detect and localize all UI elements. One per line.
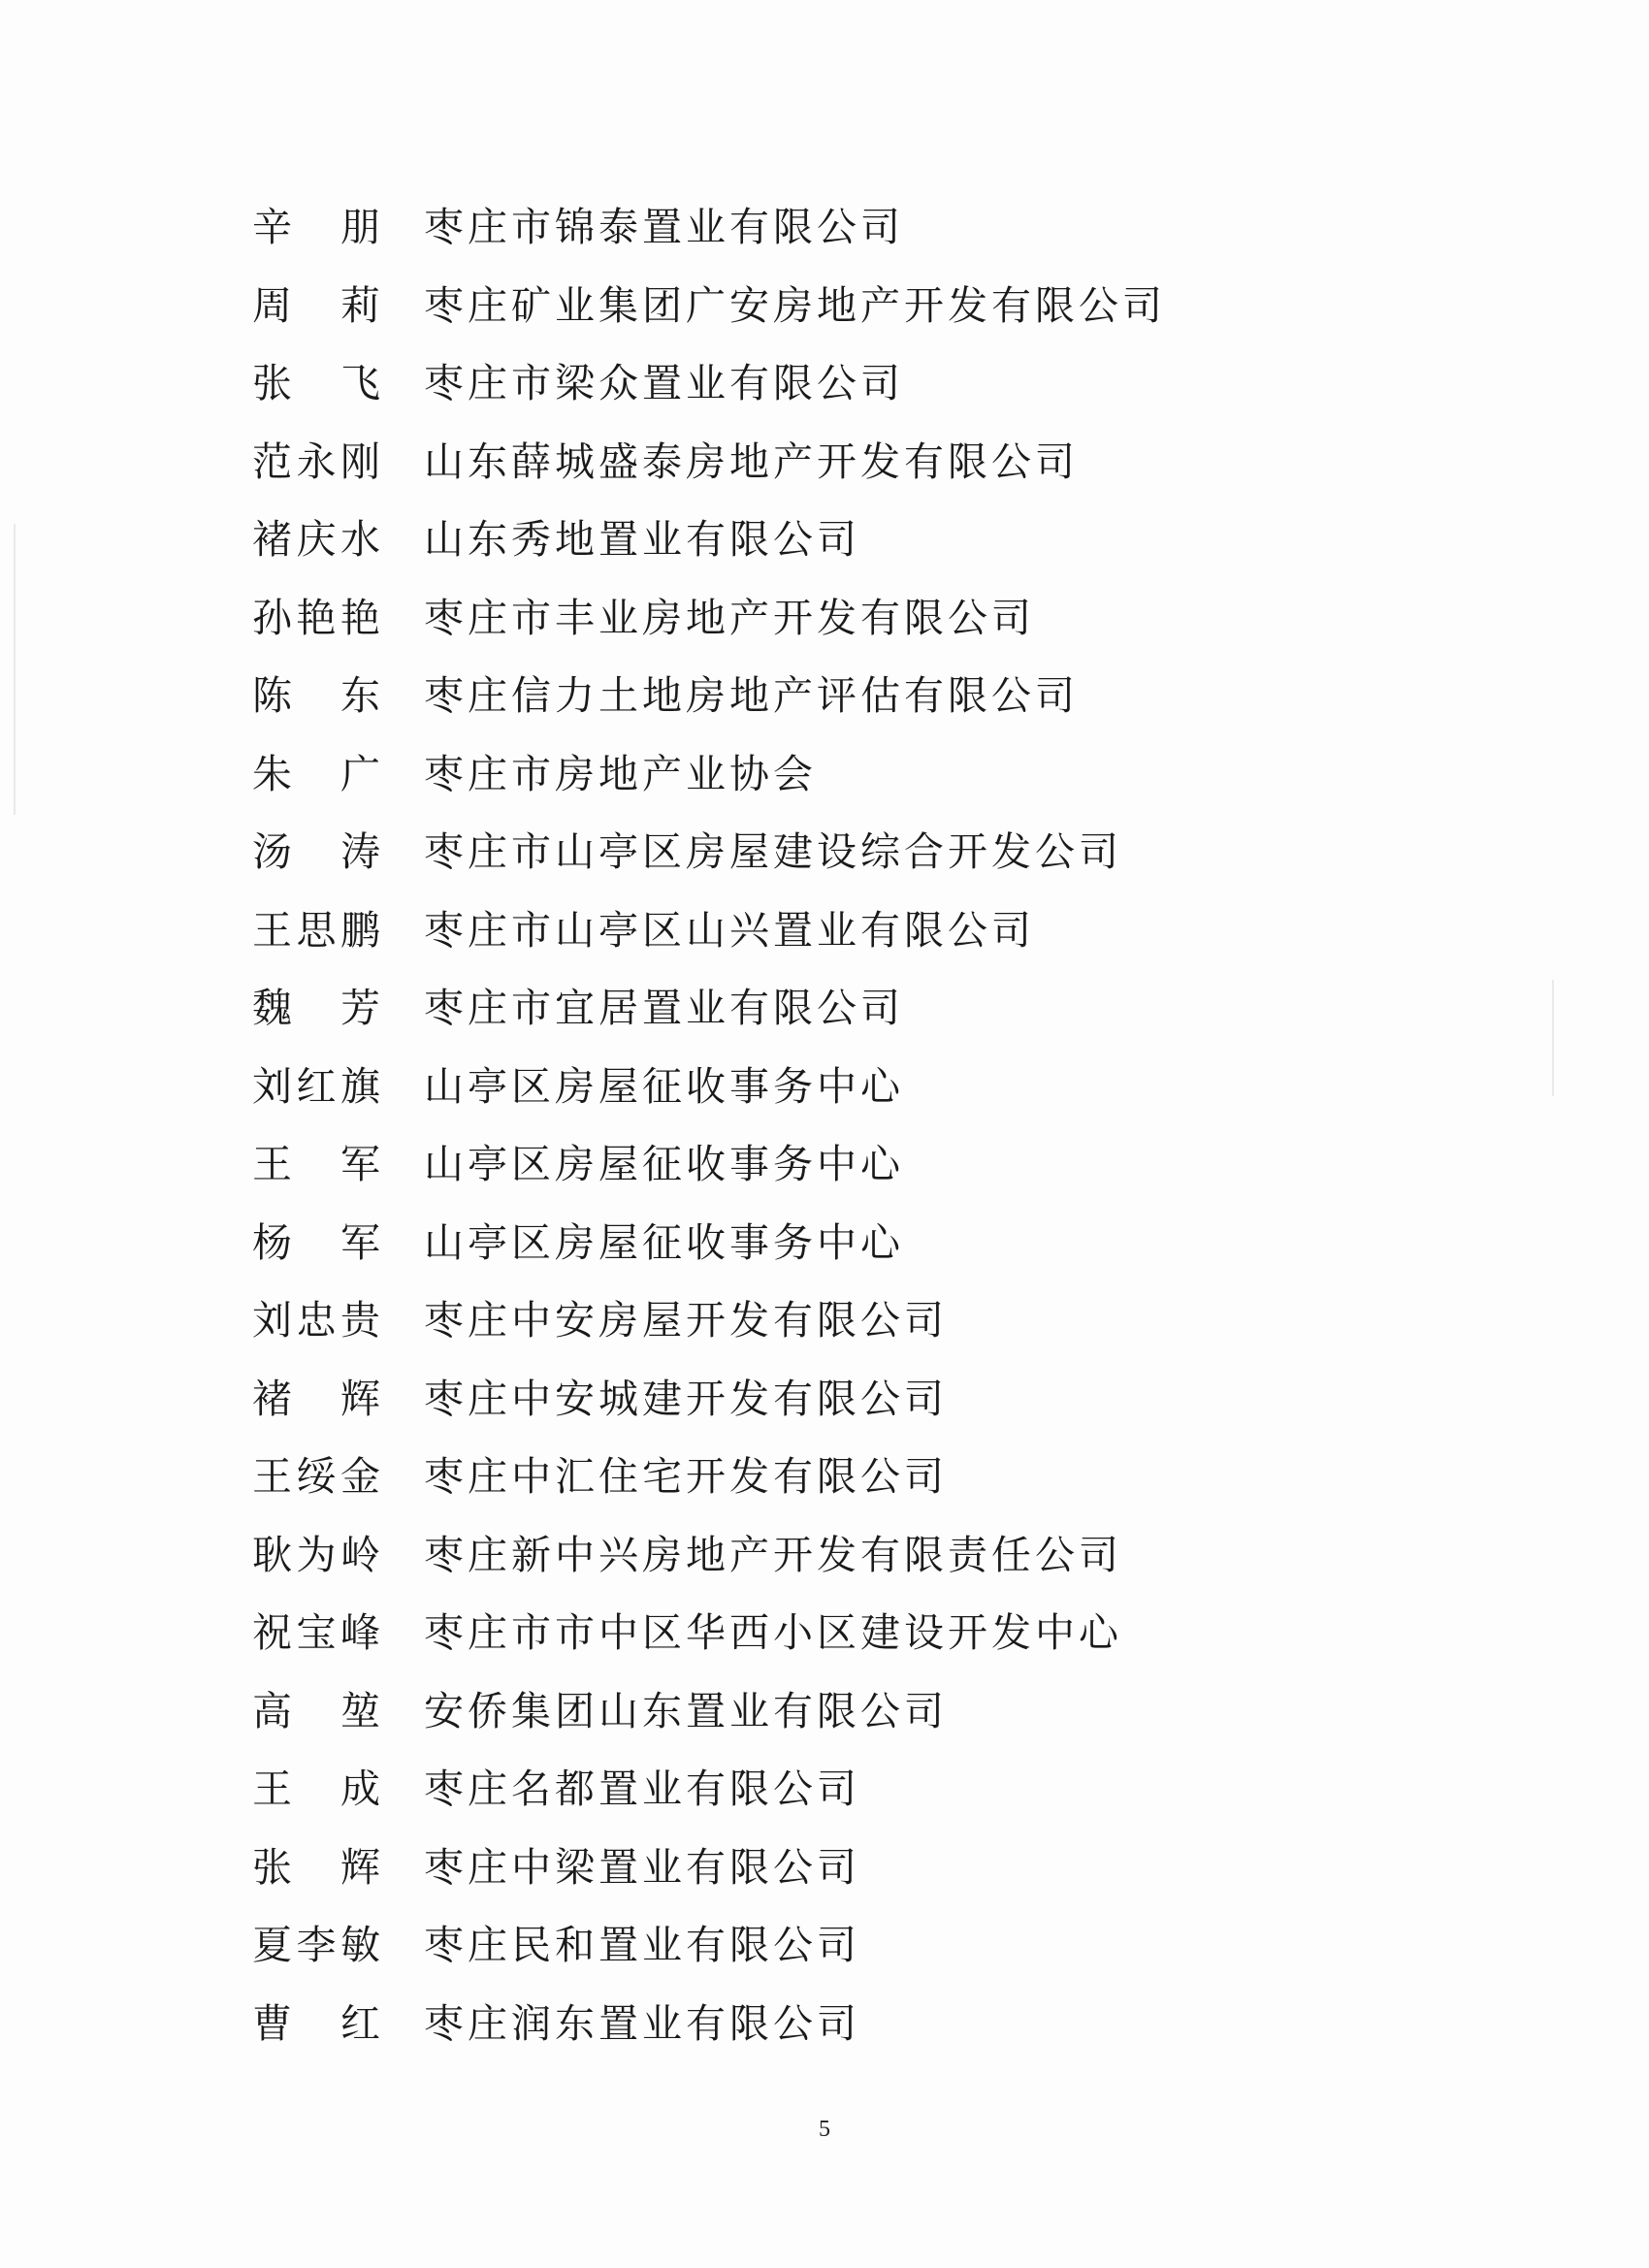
organization-name: 安侨集团山东置业有限公司 — [424, 1687, 948, 1734]
organization-name: 枣庄市房地产业协会 — [424, 750, 817, 797]
person-name: 孙 艳 艳 — [252, 594, 380, 641]
person-name: 魏 芳 — [252, 985, 380, 1031]
list-item — [0, 1996, 1649, 2075]
list-item — [0, 435, 1649, 513]
organization-name: 山亭区房屋征收事务中心 — [424, 1218, 904, 1266]
person-name: 祝 宝 峰 — [252, 1609, 380, 1656]
organization-name: 枣庄市梁众置业有限公司 — [424, 360, 904, 406]
list-item — [0, 1840, 1649, 1919]
organization-name: 枣庄中安城建开发有限公司 — [424, 1375, 948, 1422]
organization-name: 枣庄润东置业有限公司 — [424, 1999, 860, 2047]
person-name: 耿 为 岭 — [252, 1531, 380, 1578]
organization-name: 枣庄市宜居置业有限公司 — [424, 985, 904, 1031]
person-name: 刘 红 旗 — [252, 1062, 380, 1110]
organization-name: 枣庄市山亭区房屋建设综合开发公司 — [424, 828, 1122, 875]
list-item — [0, 981, 1649, 1059]
person-name: 周 莉 — [252, 281, 380, 329]
list-item — [0, 591, 1649, 669]
list-item — [0, 200, 1649, 278]
organization-name: 枣庄市锦泰置业有限公司 — [424, 204, 904, 250]
organization-name: 枣庄市市中区华西小区建设开发中心 — [424, 1609, 1122, 1656]
list-item — [0, 1762, 1649, 1840]
list-item — [0, 1605, 1649, 1684]
list-item — [0, 512, 1649, 591]
person-name: 刘 忠 贵 — [252, 1297, 380, 1344]
organization-name: 枣庄信力土地房地产评估有限公司 — [424, 672, 1079, 719]
person-name: 王 军 — [252, 1141, 380, 1187]
list-item — [0, 1684, 1649, 1763]
person-name: 王 绥 金 — [252, 1453, 380, 1500]
organization-name: 枣庄矿业集团广安房地产开发有限公司 — [424, 281, 1166, 329]
list-item — [0, 278, 1649, 357]
person-name: 王 成 — [252, 1766, 380, 1812]
organization-name: 山亭区房屋征收事务中心 — [424, 1141, 904, 1187]
person-name: 褚 庆 水 — [252, 516, 380, 563]
organization-name: 枣庄中梁置业有限公司 — [424, 1843, 860, 1891]
organization-name: 山东秀地置业有限公司 — [424, 516, 860, 563]
list-item — [0, 668, 1649, 747]
person-name: 夏 李 敏 — [252, 1922, 380, 1968]
person-name: 张 辉 — [252, 1843, 380, 1891]
organization-name: 枣庄民和置业有限公司 — [424, 1922, 860, 1968]
person-name: 王 思 鹏 — [252, 906, 380, 954]
list-item — [0, 1137, 1649, 1215]
list-item — [0, 1293, 1649, 1372]
list-item — [0, 1449, 1649, 1528]
name-list — [0, 200, 1649, 2074]
list-item — [0, 903, 1649, 982]
person-name: 高 堃 — [252, 1687, 380, 1734]
person-name: 汤 涛 — [252, 828, 380, 875]
organization-name: 枣庄市丰业房地产开发有限公司 — [424, 594, 1035, 641]
list-item — [0, 1059, 1649, 1138]
list-item — [0, 1372, 1649, 1450]
organization-name: 枣庄新中兴房地产开发有限责任公司 — [424, 1531, 1122, 1578]
person-name: 辛 朋 — [252, 204, 380, 250]
organization-name: 枣庄名都置业有限公司 — [424, 1766, 860, 1812]
organization-name: 山亭区房屋征收事务中心 — [424, 1062, 904, 1110]
list-item — [0, 356, 1649, 435]
list-item — [0, 1918, 1649, 1996]
person-name: 陈 东 — [252, 672, 380, 719]
list-item — [0, 825, 1649, 903]
organization-name: 枣庄中安房屋开发有限公司 — [424, 1297, 948, 1344]
organization-name: 枣庄市山亭区山兴置业有限公司 — [424, 906, 1035, 954]
organization-name: 枣庄中汇住宅开发有限公司 — [424, 1453, 948, 1500]
list-item — [0, 1215, 1649, 1294]
person-name: 张 飞 — [252, 360, 380, 406]
person-name: 朱 广 — [252, 750, 380, 797]
page-number: 5 — [819, 2117, 830, 2142]
person-name: 杨 军 — [252, 1218, 380, 1266]
person-name: 褚 辉 — [252, 1375, 380, 1422]
list-item — [0, 747, 1649, 826]
person-name: 曹 红 — [252, 1999, 380, 2047]
person-name: 范 永 刚 — [252, 437, 380, 485]
organization-name: 山东薛城盛泰房地产开发有限公司 — [424, 437, 1079, 485]
list-item — [0, 1528, 1649, 1606]
